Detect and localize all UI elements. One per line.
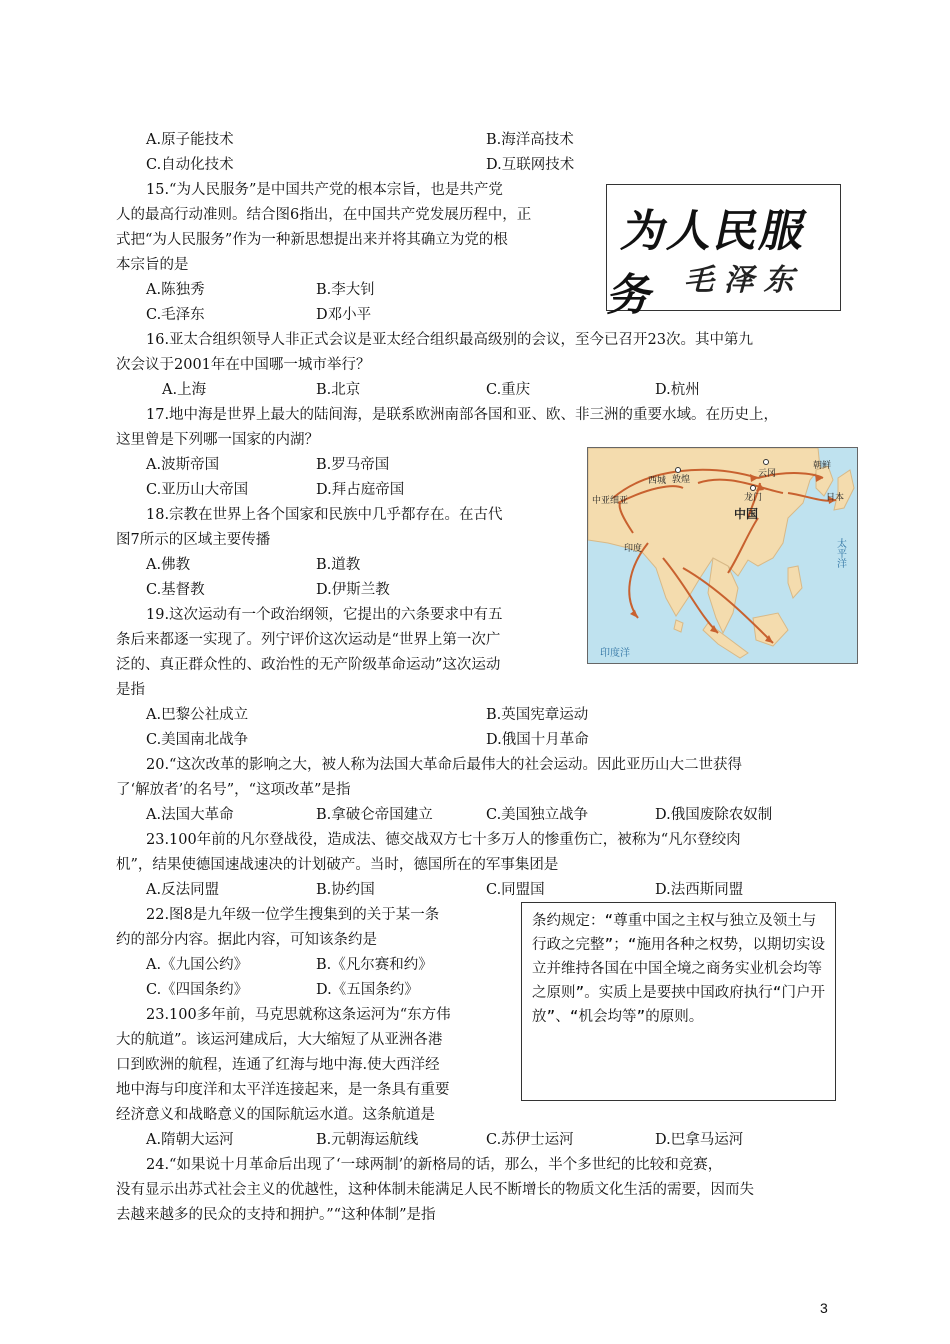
q22-option-b: B.《凡尔赛和约》	[316, 957, 433, 973]
q17-option-b: B.罗马帝国	[316, 457, 390, 473]
map-marker-longmen	[751, 486, 756, 491]
calligraphy-main-text: 为人民服务	[603, 206, 813, 321]
q22-line-1: 22.图8是九年级一位学生搜集到的关于某一条	[146, 907, 440, 923]
q16-option-d: D.杭州	[655, 382, 700, 398]
map-marker-yungang	[764, 460, 769, 465]
map-land-sri-lanka	[674, 620, 683, 632]
q20-option-c: C.美国独立战争	[486, 807, 589, 823]
q19-option-d: D.俄国十月革命	[486, 732, 589, 748]
q23-option-b: B.元朝海运航线	[316, 1132, 419, 1148]
q21-option-b: B.协约国	[316, 882, 375, 898]
q19-option-c: C.美国南北战争	[146, 732, 249, 748]
map-land-philippines	[788, 566, 802, 598]
map-label-longmen: 龙门	[744, 493, 763, 503]
map-label-indian-ocean: 印度洋	[600, 648, 630, 659]
q18-option-d: D.伊斯兰教	[316, 582, 390, 598]
q15-option-d: D邓小平	[316, 307, 372, 323]
q20-line-1: 20.“这次改革的影响之大，被人称为法国大革命后最伟大的社会运动。因此亚历山大二世获得	[146, 757, 742, 773]
q14-option-a: A.原子能技术	[146, 132, 234, 148]
q19-option-a: A.巴黎公社成立	[146, 707, 249, 723]
map-land-japan	[834, 470, 854, 510]
q17-line-2: 这里曾是下列哪一国家的内湖？	[116, 432, 319, 448]
q21-option-c: C.同盟国	[486, 882, 545, 898]
map-label-pacific: 太平洋	[834, 538, 846, 568]
map-label-japan: 日本	[826, 493, 845, 503]
q20-option-a: A.法国大革命	[146, 807, 234, 823]
q23-line-4: 地中海与印度洋和太平洋连接起来，是一条具有重要	[116, 1082, 450, 1098]
q22-line-2: 约的部分内容。据此内容，可知该条约是	[116, 932, 377, 948]
q14-option-c: C.自动化技术	[146, 157, 234, 173]
q23-line-5: 经济意义和战略意义的国际航运水道。这条航道是	[116, 1107, 435, 1123]
q15-line-1: 15.“为人民服务”是中国共产党的根本宗旨，也是共产党	[146, 182, 503, 198]
map-label-dunhuang: 敦煌	[672, 475, 691, 485]
q20-option-b: B.拿破仑帝国建立	[316, 807, 433, 823]
q22-option-c: C.《四国条约》	[146, 982, 249, 998]
q19-line-3: 泛的、真正群众性的、政治性的无产阶级革命运动”这次运动	[116, 657, 501, 673]
q17-option-d: D.拜占庭帝国	[316, 482, 405, 498]
map-label-korea: 朝鲜	[813, 461, 832, 471]
q16-option-b: B.北京	[316, 382, 361, 398]
calligraphy-signature: 毛泽东	[681, 263, 811, 298]
map-svg	[588, 448, 857, 663]
q23-line-2: 大的航道”。该运河建成后，大大缩短了从亚洲各港	[116, 1032, 443, 1048]
q22-option-d: D.《五国条约》	[316, 982, 419, 998]
q15-option-b: B.李大钊	[316, 282, 375, 298]
q18-option-b: B.道教	[316, 557, 361, 573]
calligraphy-figure	[603, 184, 841, 321]
q19-line-2: 条后来都逐一实现了。列宁评价这次运动是“世界上第一次广	[116, 632, 501, 648]
q16-option-a: A.上海	[162, 382, 207, 398]
q20-option-d: D.俄国废除农奴制	[655, 807, 773, 823]
q22-option-a: A.《九国公约》	[146, 957, 249, 973]
q15-option-c: C.毛泽东	[146, 307, 205, 323]
q23-line-1: 23.100多年前，马克思就称这条运河为“东方伟	[146, 1007, 451, 1023]
q17-option-a: A.波斯帝国	[146, 457, 220, 473]
q24-line-3: 去越来越多的民众的支持和拥护。”“这种体制”是指	[116, 1207, 436, 1223]
q17-option-c: C.亚历山大帝国	[146, 482, 249, 498]
q15-option-a: A.陈独秀	[146, 282, 205, 298]
q23-line-3: 口到欧洲的航程，连通了红海与地中海.使大西洋经	[116, 1057, 440, 1073]
q18-option-c: C.基督教	[146, 582, 205, 598]
q15-line-4: 本宗旨的是	[116, 257, 189, 273]
map-label-india: 印度	[624, 544, 643, 554]
q18-option-a: A.佛教	[146, 557, 191, 573]
q24-line-2: 没有显示出苏式社会主义的优越性，这种体制未能满足人民不断增长的物质文化生活的需要，因而失	[116, 1182, 754, 1198]
q17-line-1: 17.地中海是世界上最大的陆间海，是联系欧洲南部各国和亚、欧、非三洲的重要水域。在历史上，	[146, 407, 779, 423]
q14-option-d: D.互联网技术	[486, 157, 575, 173]
q23-option-a: A.隋朝大运河	[146, 1132, 234, 1148]
q15-line-3: 式把“为人民服务”作为一种新思想提出来并将其确立为党的根	[116, 232, 508, 248]
q23-option-d: D.巴拿马运河	[655, 1132, 744, 1148]
q19-line-4: 是指	[116, 682, 145, 698]
q18-line-2: 图7所示的区域主要传播	[116, 532, 271, 548]
map-marker-dunhuang	[676, 468, 681, 473]
q19-line-1: 19.这次运动有一个政治纲领，它提出的六条要求中有五	[146, 607, 503, 623]
q21-option-d: D.法西斯同盟	[655, 882, 744, 898]
map-label-china: 中国	[734, 507, 759, 521]
q15-line-2: 人的最高行动准则。结合图6指出，在中国共产党发展历程中，正	[116, 207, 532, 223]
q16-line-2: 次会议于2001年在中国哪一城市举行？	[116, 357, 371, 373]
q21-line-1: 23.100年前的凡尔登战役，造成法、德交战双方七十多万人的惨重伤亡，被称为“凡尔登绞肉	[146, 832, 741, 848]
map-label-central-asia: 中亚细亚	[592, 496, 629, 506]
treaty-excerpt-box: 条约规定：“尊重中国之主权与独立及领土与行政之完整”；“施用各种之权势，以期切实设立并维持各国在中国全境之商务实业机会均等之原则”。实质上是要挟中国政府执行“门户开放”、“机会均等”的原则。	[521, 902, 836, 1101]
q24-line-1: 24.“如果说十月革命后出现了‘一球两制’的新格局的话，那么，半个多世纪的比较和竞赛，	[146, 1157, 723, 1173]
page-number: 3	[820, 1300, 828, 1316]
q20-line-2: 了‘解放者’的名号”，“这项改革”是指	[116, 782, 351, 798]
q16-line-1: 16.亚太合组织领导人非正式会议是亚太经合组织最高级别的会议，至今已召开23次。其中第九	[146, 332, 754, 348]
q16-option-c: C.重庆	[486, 382, 531, 398]
q19-option-b: B.英国宪章运动	[486, 707, 589, 723]
q14-option-b: B.海洋高技术	[486, 132, 574, 148]
buddhism-spread-map	[587, 447, 858, 664]
q18-line-1: 18.宗教在世界上各个国家和民族中几乎都存在。在古代	[146, 507, 503, 523]
map-label-xicheng: 西城	[648, 476, 667, 486]
q21-option-a: A.反法同盟	[146, 882, 220, 898]
map-label-yungang: 云冈	[758, 469, 777, 479]
q23-option-c: C.苏伊士运河	[486, 1132, 574, 1148]
q21-line-2: 机”，结果使德国速战速决的计划破产。当时，德国所在的军事集团是	[116, 857, 559, 873]
